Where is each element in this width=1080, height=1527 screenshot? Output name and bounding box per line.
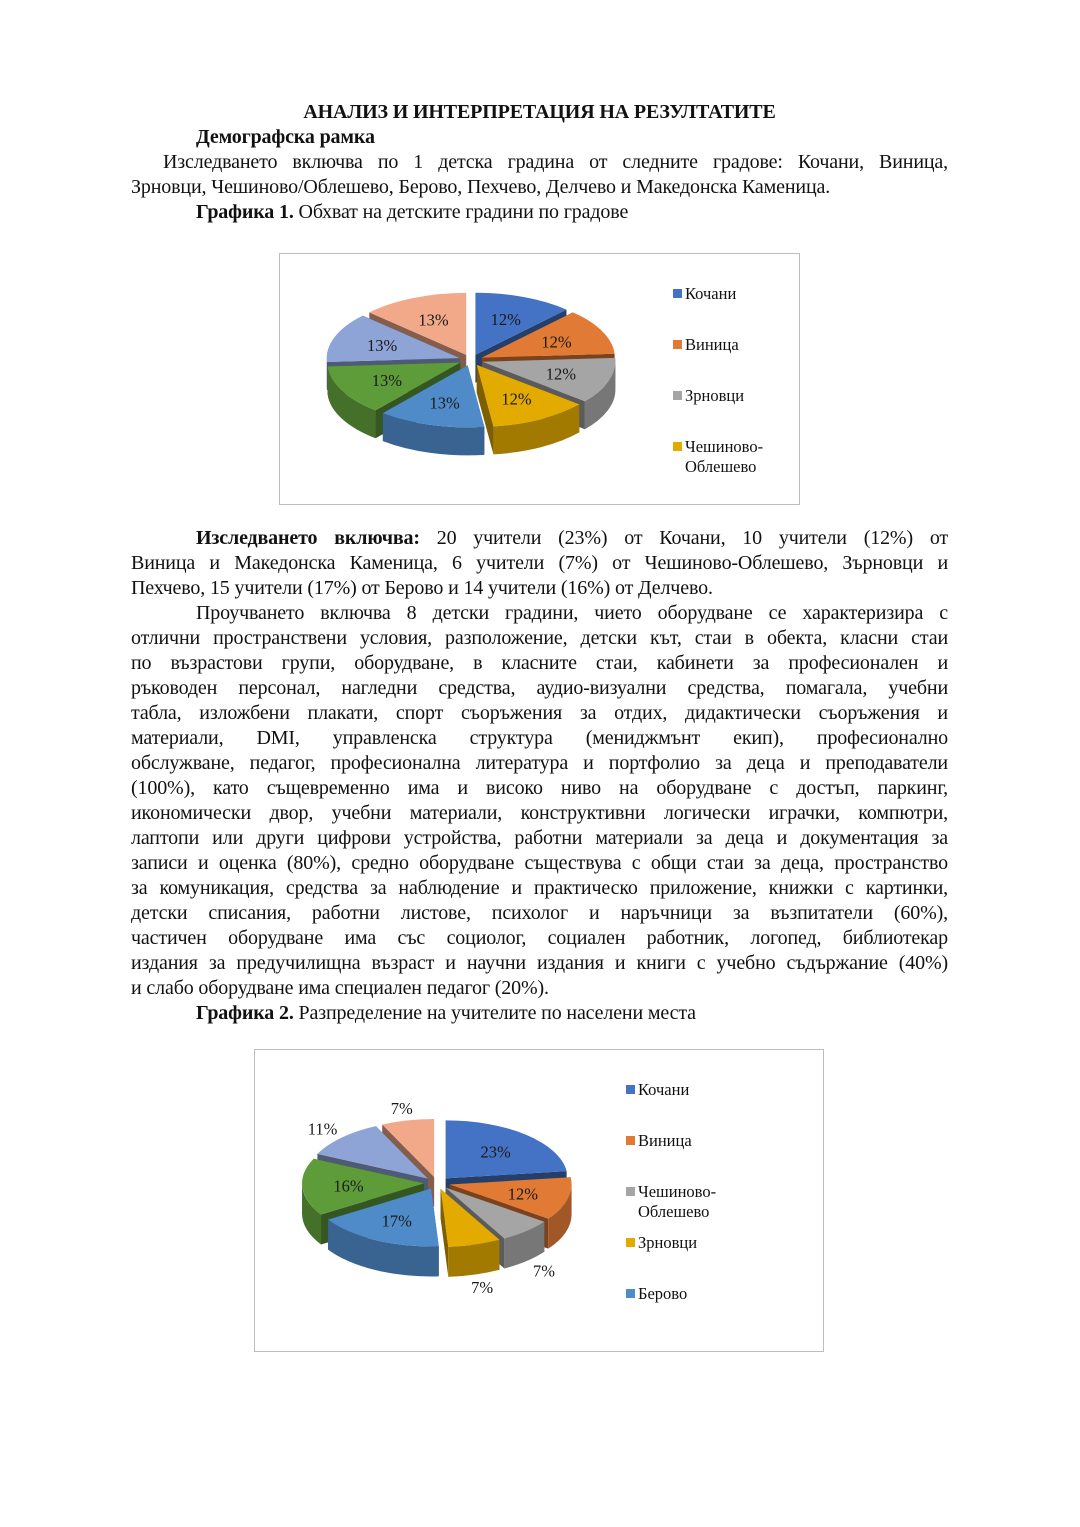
slice-data-label: 7% xyxy=(390,1098,413,1118)
legend-swatch xyxy=(626,1289,635,1298)
text-line xyxy=(131,651,948,676)
text-line xyxy=(131,951,948,976)
text-line xyxy=(131,150,948,175)
text-line xyxy=(131,676,948,701)
slice-data-label: 16% xyxy=(333,1176,364,1196)
figure1-caption-text: Обхват на детските градини по градове xyxy=(293,201,629,223)
slice-data-label: 12% xyxy=(507,1184,538,1204)
legend-swatch xyxy=(626,1085,635,1094)
legend-item xyxy=(626,1284,687,1304)
legend-item xyxy=(673,437,763,477)
line-text: 20 учители (23%) от Кочани, 10 учители (12%) от xyxy=(419,527,948,549)
chart-1 xyxy=(279,253,800,505)
chart-2 xyxy=(254,1049,824,1352)
figure2-caption xyxy=(131,1001,948,1026)
line-text: за комуникация, средства за наблюдение и практическо приложение, книжки с картинки, xyxy=(131,877,948,899)
legend-swatch xyxy=(673,340,682,349)
line-text: и слабо оборудване има специален педагог (20%). xyxy=(131,977,549,999)
figure2-caption-label: Графика 2. xyxy=(196,1002,294,1024)
legend-label: Чешиново-Облешево xyxy=(638,1182,717,1221)
legend-label: Чешиново- Облешево xyxy=(685,437,764,476)
intro-paragraph xyxy=(131,150,948,200)
line-text: Изследването включва по 1 детска градина от следните градове: Кочани, Виница, xyxy=(163,151,948,173)
line-text: детски списания, работни листове, психолог и наръчници за възпитатели (60%), xyxy=(131,902,948,924)
slice-data-label: 13% xyxy=(371,370,402,390)
slice-data-label: 12% xyxy=(545,364,576,384)
legend-item xyxy=(626,1080,689,1100)
line-text: отлични пространствени условия, разположение, детски кът, стаи в обекта, класни стаи xyxy=(131,627,948,649)
legend-swatch xyxy=(673,442,682,451)
text-line xyxy=(131,976,948,1001)
text-line xyxy=(131,751,948,776)
teachers-paragraph xyxy=(131,526,948,601)
subheading-line xyxy=(131,125,948,150)
legend-label: Виница xyxy=(685,335,739,354)
legend-item xyxy=(626,1131,692,1151)
legend-item xyxy=(673,335,739,355)
line-text: табла, изложбени плакати, спорт съоръжения за отдих, дидактически съоръжения и xyxy=(131,702,948,724)
legend-label: Зрновци xyxy=(685,386,745,405)
text-line xyxy=(131,576,948,601)
slice-data-label: 12% xyxy=(490,310,521,330)
body-text xyxy=(131,526,948,1026)
text-line xyxy=(131,551,948,576)
slice-data-label: 7% xyxy=(471,1277,494,1297)
text-line xyxy=(131,175,948,200)
legend-label: Виница xyxy=(638,1131,692,1150)
legend-label: Кочани xyxy=(638,1080,690,1099)
text-line xyxy=(131,701,948,726)
text-line xyxy=(131,726,948,751)
legend-swatch xyxy=(673,289,682,298)
text-line xyxy=(131,876,948,901)
line-text: обслужване, педагог, професионална литература и портфолио за деца и преподаватели xyxy=(131,752,948,774)
line-text: материали, DMI, управленска структура (мениджмънт екип), професионално xyxy=(131,727,948,749)
text-line xyxy=(131,826,948,851)
text-line xyxy=(131,626,948,651)
text-line xyxy=(131,801,948,826)
slice-data-label: 23% xyxy=(480,1142,511,1162)
figure1-caption xyxy=(131,200,948,225)
text-line xyxy=(131,901,948,926)
line-text: издания за предучилищна възраст и научни издания и книги с учебно съдържание (40%) xyxy=(131,952,948,974)
line-text: Зрновци, Чешиново/Облешево, Берово, Пехчево, Делчево и Македонска Каменица. xyxy=(131,176,831,198)
text-line xyxy=(131,601,948,626)
figure2-caption-text: Разпределение на учителите по населени места xyxy=(293,1002,696,1024)
legend-swatch xyxy=(626,1238,635,1247)
legend-swatch xyxy=(626,1187,635,1196)
text-line xyxy=(131,526,948,551)
legend-label: Кочани xyxy=(685,284,737,303)
paragraph-lead: Изследването включва: xyxy=(196,527,420,549)
line-text: частичен оборудване има със социолог, социален работник, логопед, библиотекар xyxy=(131,927,948,949)
line-text: по възрастови групи, оборудване, в класните стаи, кабинети за професионален и xyxy=(131,652,948,674)
text-line xyxy=(131,851,948,876)
equipment-paragraph xyxy=(131,601,948,1001)
line-text: (100%), като същевременно има и високо ниво на оборудване с достъп, паркинг, xyxy=(131,777,948,799)
legend-swatch xyxy=(673,391,682,400)
text-line xyxy=(131,776,948,801)
legend-item xyxy=(673,386,744,406)
slice-data-label: 7% xyxy=(533,1261,556,1281)
line-text: Пехчево, 15 учители (17%) от Берово и 14 учители (16%) от Делчево. xyxy=(131,577,713,599)
pie-chart-2 xyxy=(255,1050,823,1351)
legend-item xyxy=(626,1182,716,1222)
line-text: ръководен персонал, нагледни средства, аудио-визуални средства, помагала, учебни xyxy=(131,677,948,699)
legend-item xyxy=(626,1233,697,1253)
slice-data-label: 13% xyxy=(429,393,460,413)
legend-swatch xyxy=(626,1136,635,1145)
line-text: Виница и Македонска Каменица, 6 учители (7%) от Чешиново-Облешево, Зърновци и xyxy=(131,552,948,574)
line-text: записи и оценка (80%), средно оборудване съществува с общи стаи за деца, пространство xyxy=(131,852,948,874)
figure1-caption-label: Графика 1. xyxy=(196,201,294,223)
legend-item xyxy=(673,284,736,304)
slice-data-label: 17% xyxy=(381,1211,412,1231)
page-title: АНАЛИЗ И ИНТЕРПРЕТАЦИЯ НА РЕЗУЛТАТИТЕ xyxy=(303,101,776,123)
slice-data-label: 13% xyxy=(418,310,449,330)
slice-data-label: 12% xyxy=(541,332,572,352)
slice-data-label: 13% xyxy=(366,336,398,356)
legend-label: Берово xyxy=(638,1284,688,1303)
line-text: икономически двор, учебни материали, конструктивни логически играчки, компютри, xyxy=(131,802,948,824)
slice-data-label: 11% xyxy=(307,1119,338,1139)
section-header xyxy=(131,100,948,225)
subheading: Демографска рамка xyxy=(196,126,375,148)
text-line xyxy=(131,926,948,951)
slice-data-label: 12% xyxy=(501,389,532,409)
legend-label: Зрновци xyxy=(638,1233,698,1252)
line-text: Проучването включва 8 детски градини, чието оборудване се характеризира с xyxy=(196,602,948,624)
line-text: лаптопи или други цифрови устройства, работни материали за деца и документация за xyxy=(131,827,948,849)
